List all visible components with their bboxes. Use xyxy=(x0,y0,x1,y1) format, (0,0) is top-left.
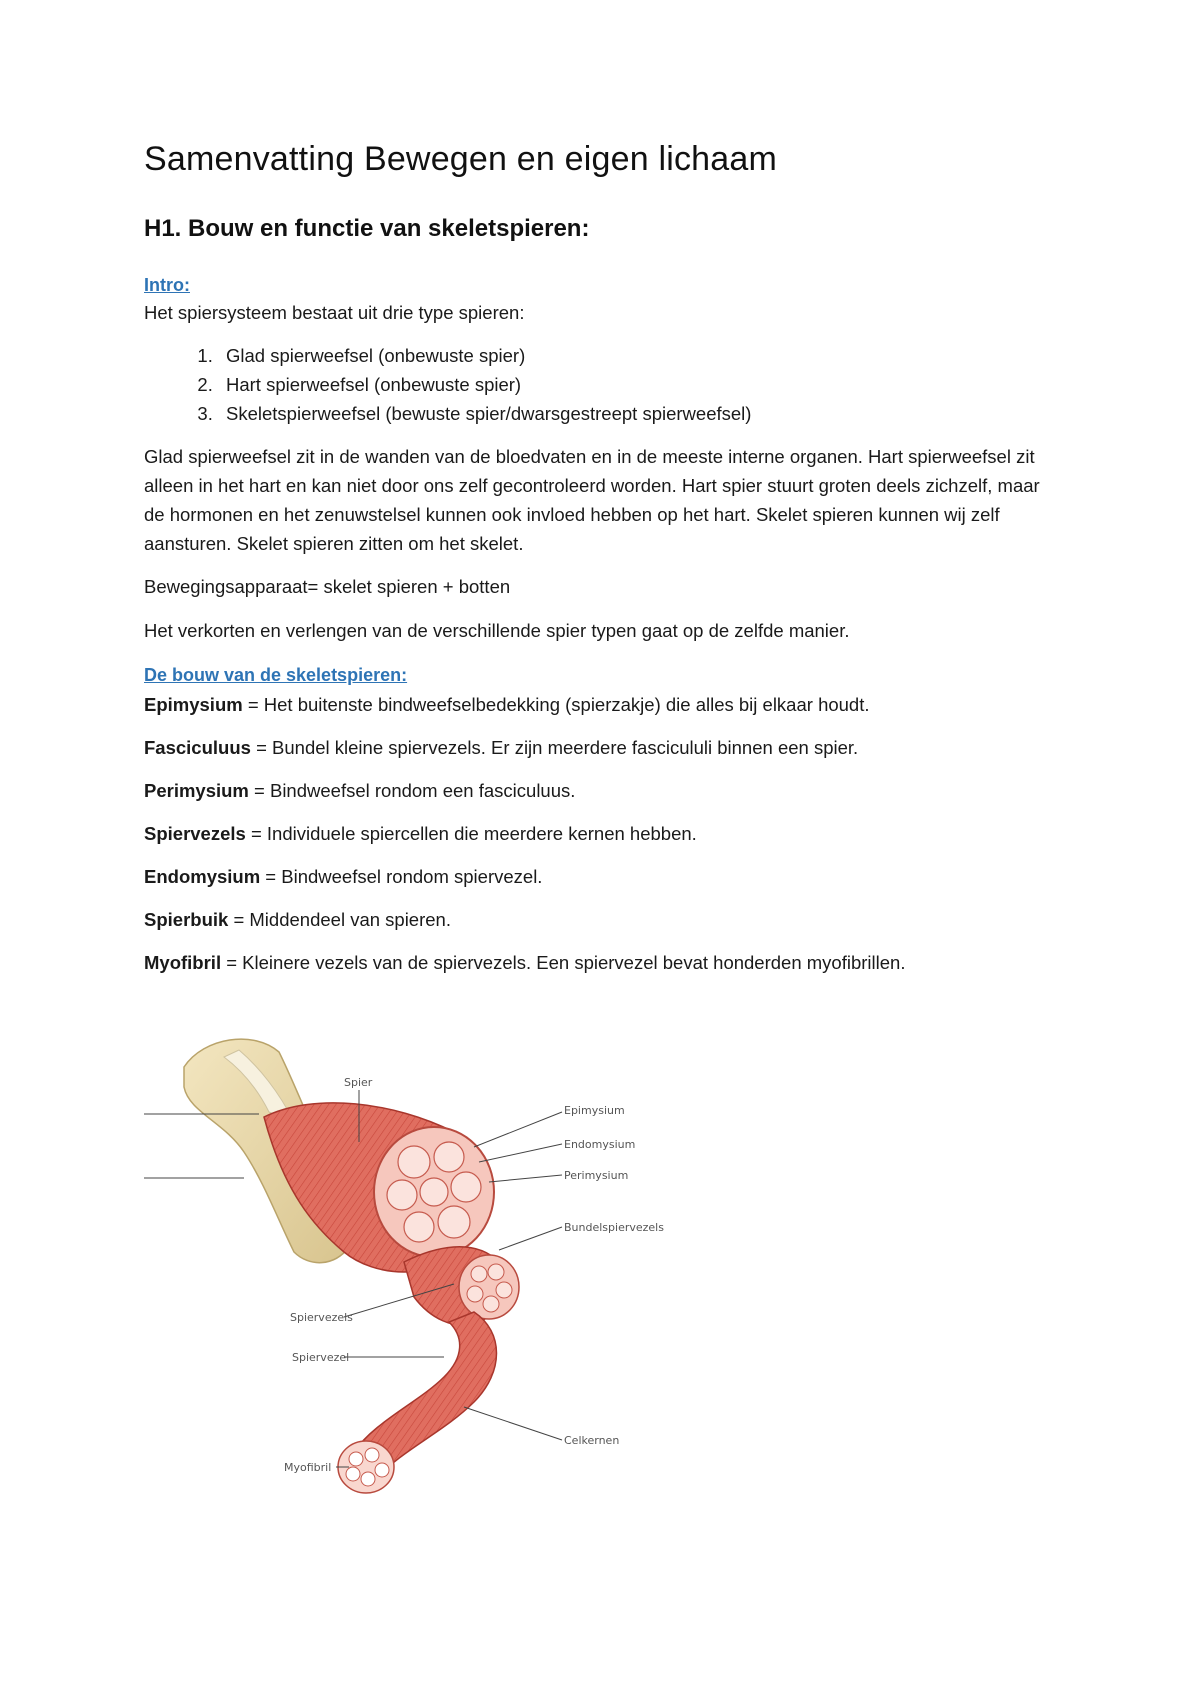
label-spier: Spier xyxy=(344,1076,373,1089)
label-bundelspiervezels: Bundelspiervezels xyxy=(564,1221,664,1234)
definition-text: = Bindweefsel rondom een fasciculuus. xyxy=(248,780,576,801)
label-perimysium: Perimysium xyxy=(564,1169,629,1182)
definition-perimysium xyxy=(144,776,1064,805)
intro-text: Het spiersysteem bestaat uit drie type spieren: xyxy=(144,302,525,323)
definition-spiervezels xyxy=(144,819,1064,848)
definition-myofibril xyxy=(144,948,1064,977)
intro-paragraph: Glad spierweefsel zit in de wanden van de bloedvaten en in de meeste interne organen. Hart spierweefsel zit alleen in het hart en kan niet door ons zelf gecontroleerd worden. Hart spier stuurt groten deels zichzelf, maar de hormonen en het zenuwstelsel kunnen ook invloed hebben op het hart. Skelet spieren kunnen wij zelf aansturen. Skelet spieren zitten om het skelet. xyxy=(144,446,1040,554)
definition-text: = Individuele spiercellen die meerdere kernen hebben. xyxy=(245,823,697,844)
document-title: Samenvatting Bewegen en eigen lichaam xyxy=(144,140,778,178)
list-item: 1. Glad spierweefsel (onbewuste spier) xyxy=(218,341,1064,370)
label-epimysium: Epimysium xyxy=(564,1104,625,1117)
chapter-heading: H1. Bouw en functie van skeletspieren: xyxy=(144,215,590,242)
definition-term: Endomysium xyxy=(144,866,261,887)
list-item: 3. Skeletspierweefsel (bewuste spier/dwarsgestreept spierweefsel) xyxy=(218,399,1064,428)
label-endomysium: Endomysium xyxy=(564,1138,636,1151)
list-item: 2. Hart spierweefsel (onbewuste spier) xyxy=(218,370,1064,399)
definition-text: = Middendeel van spieren. xyxy=(228,909,451,930)
definition-term: Epimysium xyxy=(144,694,243,715)
label-spiervezels: Spiervezels xyxy=(290,1311,353,1324)
definition-spierbuik xyxy=(144,905,1064,934)
label-myofibril: Myofibril xyxy=(284,1461,332,1474)
definition-term: Perimysium xyxy=(144,780,249,801)
definition-term: Fasciculuus xyxy=(144,737,251,758)
muscle-type-list xyxy=(144,341,1064,428)
definition-epimysium xyxy=(144,690,1064,719)
bouw-heading: De bouw van de skeletspieren: xyxy=(144,665,408,685)
definition-text: = Bundel kleine spiervezels. Er zijn meerdere fascicululi binnen een spier. xyxy=(250,737,859,758)
definition-term: Spierbuik xyxy=(144,909,229,930)
verkorten-text: Het verkorten en verlengen van de verschillende spier typen gaat op de zelfde manier. xyxy=(144,620,850,641)
definition-endomysium xyxy=(144,862,1064,891)
definition-text: = Bindweefsel rondom spiervezel. xyxy=(260,866,543,887)
label-spiervezel: Spiervezel xyxy=(292,1351,350,1364)
definition-fasciculuus xyxy=(144,733,1064,762)
bewegingsapparaat-text: Bewegingsapparaat= skelet spieren + botten xyxy=(144,576,511,597)
definition-text: = Het buitenste bindweefselbedekking (spierzakje) die alles bij elkaar houdt. xyxy=(242,694,870,715)
muscle-anatomy-illustration xyxy=(144,1012,670,1536)
label-celkernen: Celkernen xyxy=(564,1434,620,1447)
definition-text: = Kleinere vezels van de spiervezels. Een spiervezel bevat honderden myofibrillen. xyxy=(221,952,906,973)
muscle-anatomy-figure xyxy=(144,1012,670,1536)
document-content xyxy=(144,140,1064,977)
definition-term: Spiervezels xyxy=(144,823,246,844)
definition-term: Myofibril xyxy=(144,952,222,973)
intro-heading: Intro: xyxy=(144,275,190,295)
